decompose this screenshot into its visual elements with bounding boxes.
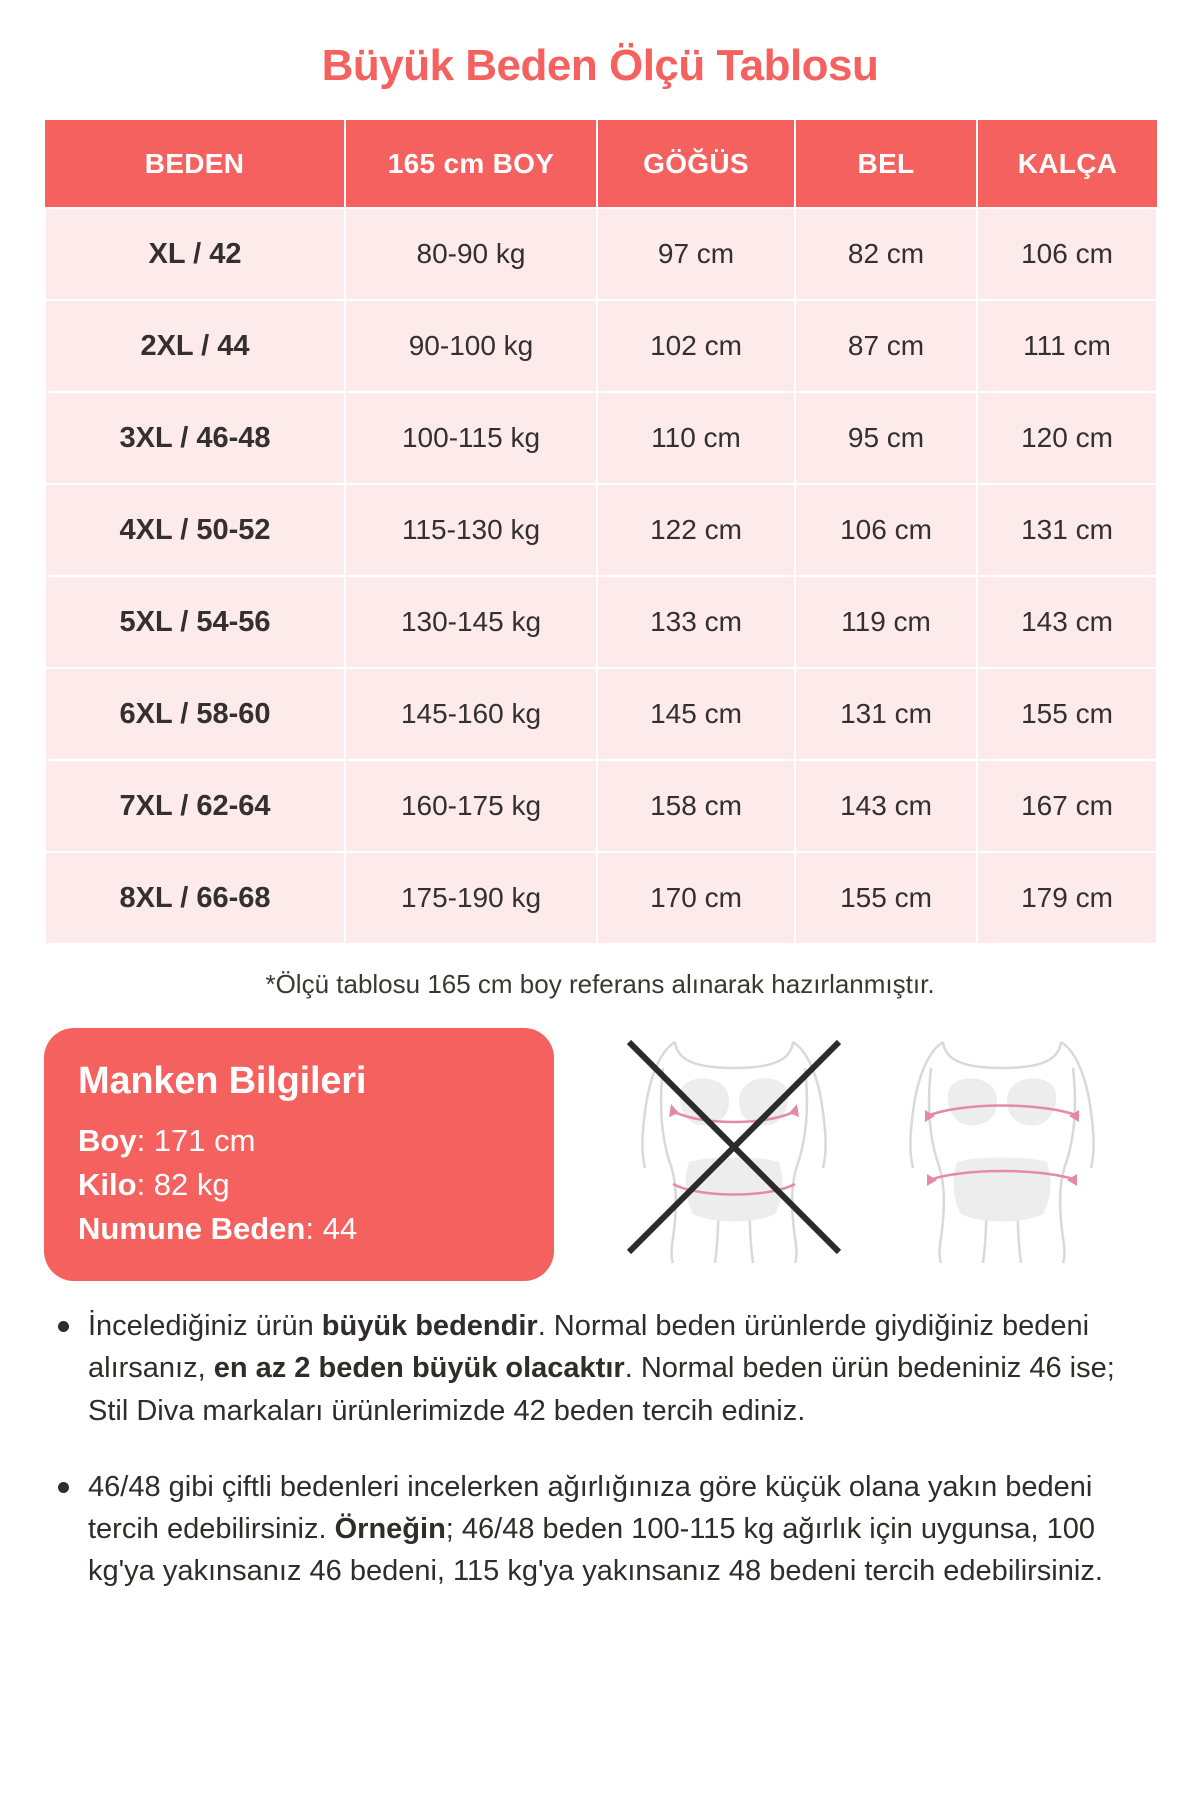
note-emphasis: Örneğin [334,1512,446,1545]
female-body-outline-icon [883,1034,1121,1264]
measure-cell: 155 cm [795,852,977,944]
measure-cell: 87 cm [795,300,977,392]
table-row [45,208,1157,300]
measurement-figures [580,1028,1156,1264]
measure-cell: 131 cm [977,484,1157,576]
measure-cell: 145-160 kg [345,668,597,760]
measure-cell: 131 cm [795,668,977,760]
note-text: 46/48 gibi çiftli bedenleri incelerken ağırlığınıza göre küçük olana yakın bedeni tercih edebilirsiniz. [88,1470,1093,1545]
measure-cell: 82 cm [795,208,977,300]
note-text: . Normal beden ürünlerde giydiğiniz bedeni alırsanız, [88,1310,1090,1385]
model-weight-label: Kilo [78,1167,137,1203]
table-row [45,668,1157,760]
size-label-cell: 6XL / 58-60 [45,668,345,760]
size-table [44,120,1158,945]
correct-measurement-figure [883,1034,1121,1264]
size-label-cell: 2XL / 44 [45,300,345,392]
table-footnote: *Ölçü tablosu 165 cm boy referans alınarak hazırlanmıştır. [265,969,935,1000]
measure-cell: 130-145 kg [345,576,597,668]
measure-cell: 167 cm [977,760,1157,852]
size-label-cell: 8XL / 66-68 [45,852,345,944]
table-body [45,208,1157,944]
measure-cell: 102 cm [597,300,795,392]
note-emphasis: en az 2 beden büyük olacaktır [213,1352,625,1385]
female-body-outline-icon [615,1034,853,1264]
measure-cell: 119 cm [795,576,977,668]
model-height-value: 171 cm [153,1123,256,1159]
size-label-cell: 3XL / 46-48 [45,392,345,484]
table-row [45,484,1157,576]
model-info-row: Boy: 171 cm [78,1123,256,1159]
page-title: Büyük Beden Ölçü Tablosu [321,41,879,90]
table-row [45,760,1157,852]
table-row [45,576,1157,668]
measure-cell: 111 cm [977,300,1157,392]
note-emphasis: büyük bedendir [321,1310,538,1343]
model-info-card [44,1028,554,1281]
measure-cell: 115-130 kg [345,484,597,576]
note-text: . Normal beden ürün bedeniniz 46 ise; Stil Diva markaları ürünlerimizde 42 beden tercih ediniz. [88,1352,1115,1427]
size-note [44,1466,1156,1592]
model-sample-size-label: Numune Beden [78,1211,306,1247]
incorrect-measurement-figure [615,1034,853,1264]
measure-cell: 95 cm [795,392,977,484]
size-notes-list [44,1305,1156,1591]
size-label-cell: 7XL / 62-64 [45,760,345,852]
size-label-cell: XL / 42 [45,208,345,300]
measure-cell: 110 cm [597,392,795,484]
table-header-cell: BEDEN [45,120,345,208]
size-note [44,1305,1156,1431]
measure-cell: 122 cm [597,484,795,576]
measure-cell: 100-115 kg [345,392,597,484]
model-info-row: Kilo: 82 kg [78,1167,230,1203]
table-row [45,300,1157,392]
measure-cell: 120 cm [977,392,1157,484]
measure-cell: 158 cm [597,760,795,852]
measure-cell: 160-175 kg [345,760,597,852]
measure-cell: 155 cm [977,668,1157,760]
measure-cell: 97 cm [597,208,795,300]
measure-cell: 175-190 kg [345,852,597,944]
model-info-row: Numune Beden: 44 [78,1211,358,1247]
table-header-cell: KALÇA [977,120,1157,208]
measure-cell: 170 cm [597,852,795,944]
table-header-row [45,120,1157,208]
model-height-label: Boy [78,1123,137,1159]
measure-cell: 80-90 kg [345,208,597,300]
measure-cell: 106 cm [977,208,1157,300]
measure-cell: 133 cm [597,576,795,668]
model-sample-size-value: 44 [322,1211,358,1247]
measure-cell: 179 cm [977,852,1157,944]
measure-cell: 145 cm [597,668,795,760]
table-header-cell: GÖĞÜS [597,120,795,208]
table-row [45,852,1157,944]
table-header-cell: 165 cm BOY [345,120,597,208]
note-text: ; 46/48 beden 100-115 kg ağırlık için uygunsa, 100 kg'ya yakınsanız 46 bedeni, 115 kg'ya yakınsanız 48 bedeni tercih edebilirsiniz. [88,1512,1103,1587]
measure-cell: 143 cm [795,760,977,852]
measure-cell: 106 cm [795,484,977,576]
measure-cell: 143 cm [977,576,1157,668]
size-label-cell: 5XL / 54-56 [45,576,345,668]
table-row [45,392,1157,484]
size-label-cell: 4XL / 50-52 [45,484,345,576]
table-header-cell: BEL [795,120,977,208]
measure-cell: 90-100 kg [345,300,597,392]
note-text: İncelediğiniz ürün [88,1310,322,1343]
model-info-heading: Manken Bilgileri [78,1060,367,1103]
model-and-figures-row [44,1028,1156,1281]
model-weight-value: 82 kg [153,1167,230,1203]
